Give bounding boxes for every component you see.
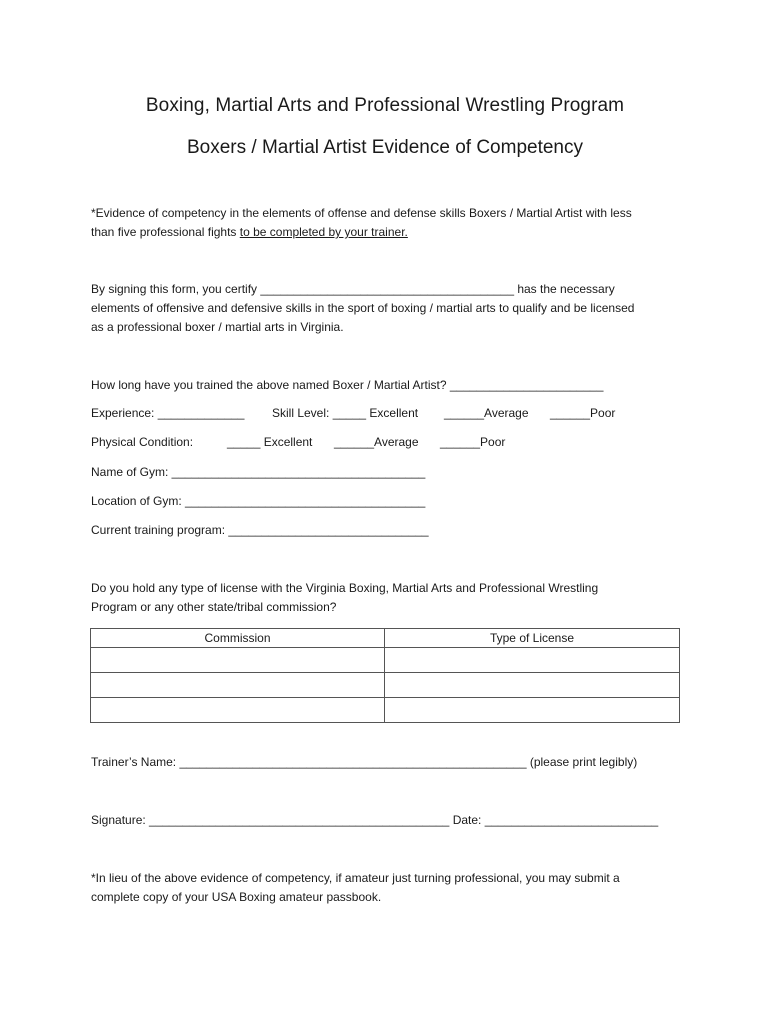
commission-header: Commission [91,629,385,648]
commission-cell[interactable] [91,648,385,673]
skill-excellent-option[interactable]: Skill Level: _____ Excellent [272,406,419,420]
page-subtitle: Boxers / Martial Artist Evidence of Competency [187,137,583,158]
gym-name-field[interactable]: Name of Gym: ______________________________________ [91,465,426,479]
table-row [91,673,680,698]
intro-underlined-note: to be completed by your trainer. [239,225,408,239]
certify-line-1[interactable]: By signing this form, you certify ______________________________________ has the necessary [91,282,615,296]
certify-line-3: as a professional boxer / martial arts in Virginia. [91,320,344,334]
page-title: Boxing, Martial Arts and Professional Wrestling Program [145,95,625,116]
license-type-cell[interactable] [385,698,680,723]
experience-field[interactable]: Experience: _____________ [91,406,245,420]
physical-poor-option[interactable]: ______Poor [440,435,506,449]
trainer-name-field[interactable]: Trainer’s Name: ____________________________________________________ (please print legibly) [91,755,638,769]
certify-line-2: elements of offensive and defensive skills in the sport of boxing / martial arts to qualify and be licensed [91,301,635,315]
skill-average-option[interactable]: ______Average [444,406,529,420]
intro-prefix: than five professional fights [91,225,240,239]
table-row [91,648,680,673]
footnote-line-1: *In lieu of the above evidence of competency, if amateur just turning professional, you may submit a [91,871,620,885]
intro-line-1: *Evidence of competency in the elements of offense and defense skills Boxers / Martial Artist with less [91,206,632,220]
physical-average-option[interactable]: ______Average [334,435,419,449]
trained-duration-field[interactable]: How long have you trained the above named Boxer / Martial Artist? _______________________ [91,378,604,392]
signature-date-field[interactable]: Signature: _____________________________________________ Date: __________________________ [91,813,659,827]
gym-location-field[interactable]: Location of Gym: ____________________________________ [91,494,426,508]
training-program-field[interactable]: Current training program: ______________________________ [91,523,429,537]
license-question-line-2: Program or any other state/tribal commission? [91,600,337,614]
table-row [91,698,680,723]
skill-poor-option[interactable]: ______Poor [550,406,616,420]
commission-cell[interactable] [91,673,385,698]
license-type-cell[interactable] [385,673,680,698]
license-type-header: Type of License [385,629,680,648]
license-type-cell[interactable] [385,648,680,673]
footnote-line-2: complete copy of your USA Boxing amateur passbook. [91,890,382,904]
license-question-line-1: Do you hold any type of license with the Virginia Boxing, Martial Arts and Professional Wrestling [91,581,599,595]
physical-condition-label: Physical Condition: [91,435,194,449]
intro-line-2 [91,223,408,242]
physical-excellent-option[interactable]: _____ Excellent [227,435,313,449]
commission-cell[interactable] [91,698,385,723]
license-table-header [91,629,680,648]
license-table [90,628,680,723]
